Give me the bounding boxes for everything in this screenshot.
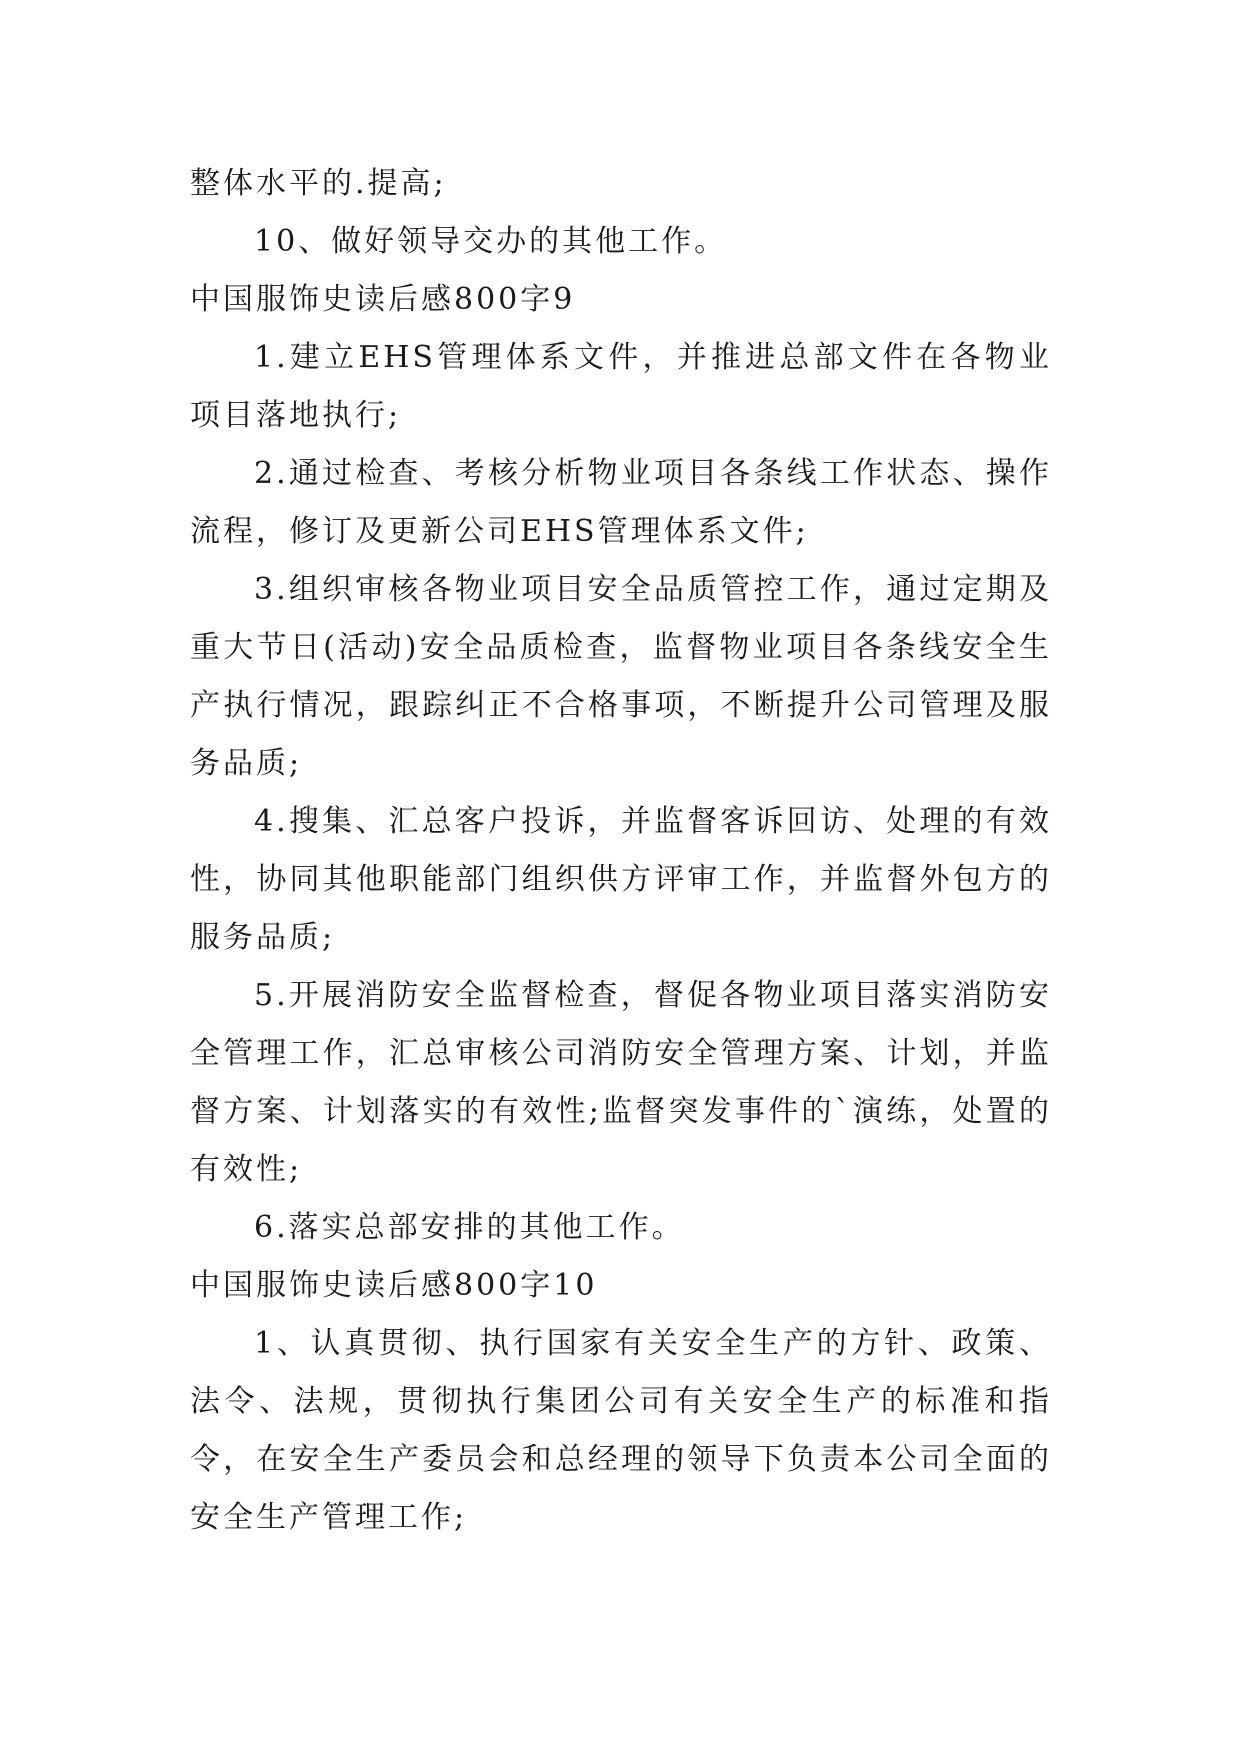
section-heading-10: 中国服饰史读后感800字10 bbox=[190, 1268, 598, 1303]
section-heading-9: 中国服饰史读后感800字9 bbox=[190, 282, 576, 317]
list-item-4: 4.搜集、汇总客户投诉，并监督客诉回访、处理的有效性，协同其他职能部门组织供方评审工作，并监督外包方的服务品质; bbox=[190, 804, 1052, 955]
list-item-6: 6.落实总部安排的其他工作。 bbox=[254, 1210, 685, 1245]
list-item-10: 10、做好领导交办的其他工作。 bbox=[254, 224, 728, 259]
list-item-3: 3.组织审核各物业项目安全品质管控工作，通过定期及重大节日(活动)安全品质检查，监督物业项目各条线安全生产执行情况，跟踪纠正不合格事项，不断提升公司管理及服务品质; bbox=[190, 572, 1052, 781]
list-item-1: 1.建立EHS管理体系文件，并推进总部文件在各物业项目落地执行; bbox=[190, 340, 1052, 433]
list-item-1b: 1、认真贯彻、执行国家有关安全生产的方针、政策、法令、法规，贯彻执行集团公司有关安全生产的标准和指令，在安全生产委员会和总经理的领导下负责本公司全面的安全生产管理工作; bbox=[190, 1326, 1052, 1535]
list-item-5: 5.开展消防安全监督检查，督促各物业项目落实消防安全管理工作，汇总审核公司消防安全管理方案、计划，并监督方案、计划落实的有效性;监督突发事件的`演练，处置的有效性; bbox=[190, 978, 1052, 1187]
document-body bbox=[190, 155, 1052, 1547]
list-item-2: 2.通过检查、考核分析物业项目各条线工作状态、操作流程，修订及更新公司EHS管理体系文件; bbox=[190, 456, 1052, 549]
paragraph-continuation: 整体水平的.提高; bbox=[190, 166, 447, 201]
